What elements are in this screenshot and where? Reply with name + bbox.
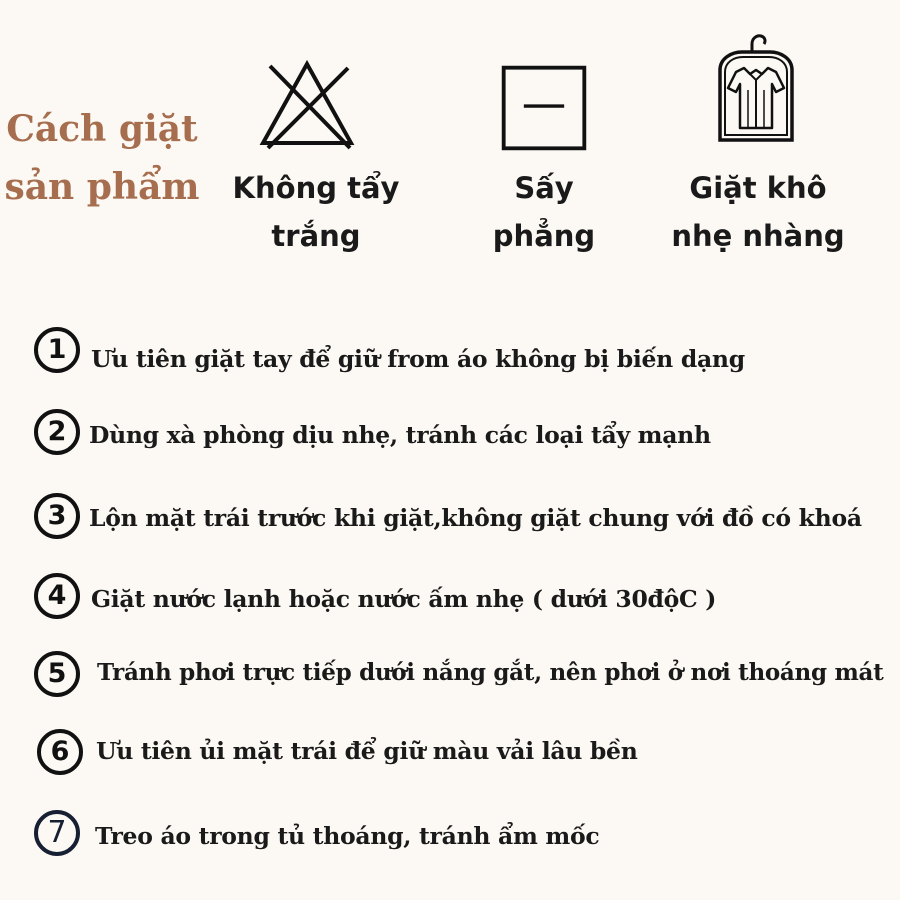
title-line-2: sản phẩm [4, 166, 200, 208]
gentle-dry-clean-label [652, 164, 864, 260]
step-5 [0, 651, 900, 711]
step-text: Lộn mặt trái trước khi giặt,không giặt chung với đồ có khoá [89, 504, 862, 532]
no-bleach-label-line-2: trắng [271, 219, 361, 253]
step-text: Ưu tiên ủi mặt trái để giữ màu vải lâu bền [96, 737, 638, 765]
step-number-badge: 5 [34, 651, 80, 697]
step-text: Giặt nước lạnh hoặc nước ấm nhẹ ( dưới 30độC ) [91, 585, 717, 613]
title-line-1: Cách giặt [6, 108, 198, 150]
step-7 [0, 810, 900, 870]
step-text: Dùng xà phòng dịu nhẹ, tránh các loại tẩy mạnh [89, 421, 711, 449]
dry-flat-label-line-2: phẳng [492, 219, 596, 253]
dry-flat-label-line-1: Sấy [514, 171, 574, 205]
gentle-dry-clean-icon [706, 32, 806, 150]
step-number-badge: 4 [34, 573, 80, 619]
gentle-dry-clean-label-line-2: nhẹ nhàng [671, 219, 845, 253]
step-text: Treo áo trong tủ thoáng, tránh ẩm mốc [95, 822, 600, 850]
step-text: Ưu tiên giặt tay để giữ from áo không bị biến dạng [91, 345, 745, 373]
step-number-badge: 6 [37, 729, 83, 775]
step-6 [0, 729, 900, 789]
no-bleach-label [214, 164, 418, 260]
no-bleach-icon [258, 58, 358, 158]
step-2 [0, 409, 900, 469]
step-number-badge: 7 [34, 810, 80, 856]
page-title [2, 100, 202, 216]
step-4 [0, 573, 900, 633]
no-bleach-label-line-1: Không tẩy [232, 171, 400, 205]
dry-flat-icon [496, 60, 592, 156]
step-number-badge: 1 [34, 327, 80, 373]
step-number-badge: 3 [34, 493, 80, 539]
step-3 [0, 493, 900, 553]
step-text: Tránh phơi trực tiếp dưới nắng gắt, nên phơi ở nơi thoáng mát [97, 659, 884, 686]
gentle-dry-clean-label-line-1: Giặt khô [689, 171, 827, 205]
step-number-badge: 2 [34, 409, 80, 455]
step-1 [0, 327, 900, 387]
dry-flat-label [444, 164, 644, 260]
